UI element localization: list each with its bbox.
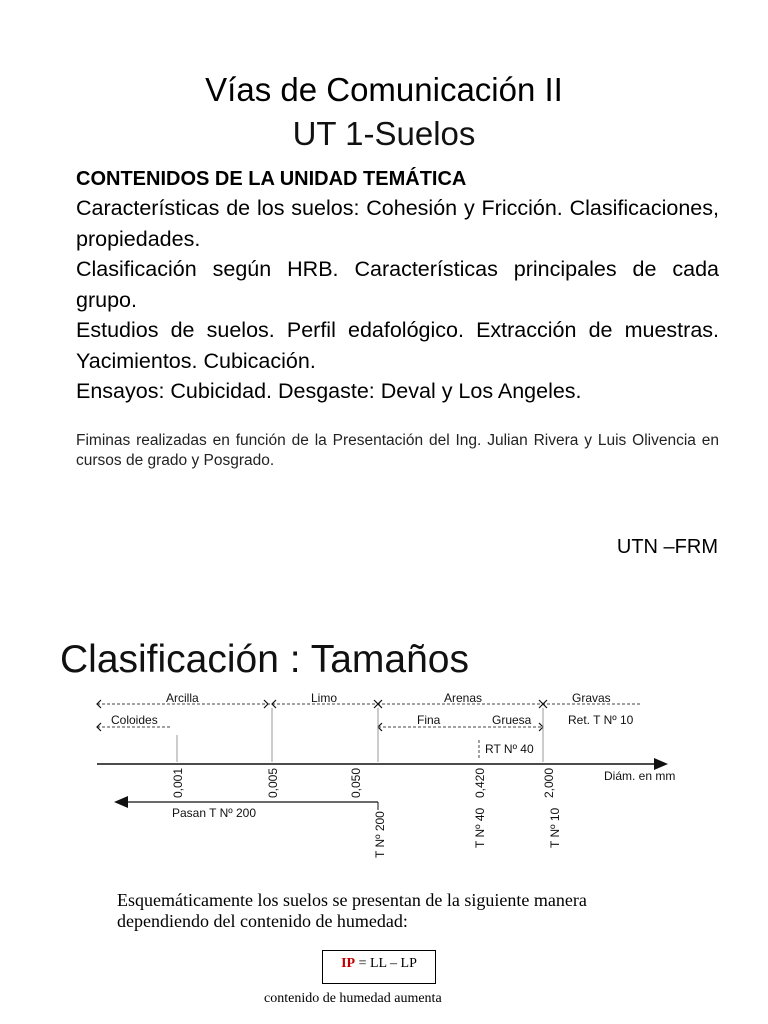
scheme-description: Esquemáticamente los suelos se presentan de la siguiente manera dependiendo del contenido de humedad: (117, 890, 587, 931)
formula-rest: = LL – LP (355, 956, 417, 971)
contents-item: Ensayos: Cubicidad. Desgaste: Deval y Los Angeles. (76, 379, 582, 403)
pasan-arrowhead (114, 796, 128, 808)
sieve-label-t40: T Nº 40 (473, 807, 487, 848)
tick-label-0001: 0,001 (171, 767, 185, 798)
label-rt40: RT Nº 40 (485, 742, 534, 756)
contents-item: Clasificación según HRB. Características principales de cada grupo. (76, 257, 719, 312)
organization-label: UTN –FRM (616, 536, 718, 558)
grain-size-diagram (0, 680, 768, 880)
contents-heading: CONTENIDOS DE LA UNIDAD TEMÁTICA (76, 168, 467, 190)
slide-title: Vías de Comunicación II (205, 71, 563, 108)
axis-label: Diám. en mm (604, 769, 676, 783)
contents-section (76, 165, 719, 407)
label-ret-t10: Ret. T Nº 10 (568, 713, 634, 727)
tick-label-0005: 0,005 (266, 767, 280, 798)
tick-label-0420: 0,420 (473, 767, 487, 798)
label-arenas: Arenas (444, 691, 483, 705)
credits-note: Fiminas realizadas en función de la Presentación del Ing. Julian Rivera y Luis Olivencia en cursos de grado y Posgrado. (76, 432, 719, 469)
label-limo: Limo (311, 691, 338, 705)
slide-subtitle: UT 1-Suelos (292, 115, 476, 152)
tick-label-2000: 2,000 (542, 767, 556, 798)
label-arcilla: Arcilla (166, 691, 199, 705)
label-pasan-t200: Pasan T Nº 200 (172, 806, 256, 820)
formula-ip: IP (341, 956, 356, 971)
label-gruesa: Gruesa (492, 713, 532, 727)
tick-label-0050: 0,050 (349, 767, 363, 798)
contents-item: Características de los suelos: Cohesión y Fricción. Clasificaciones, propiedades. (76, 196, 719, 251)
sieve-label-t10: T Nº 10 (548, 807, 562, 848)
contents-item: Estudios de suelos. Perfil edafológico. Extracción de muestras. Yacimientos. Cubicación. (76, 318, 719, 373)
label-coloides: Coloides (111, 713, 158, 727)
humidity-label: contenido de humedad aumenta (264, 991, 442, 1006)
sieve-label-t200: T Nº 200 (373, 811, 387, 858)
label-fina: Fina (417, 713, 441, 727)
range-lines (97, 704, 640, 760)
label-gravas: Gravas (572, 691, 611, 705)
classification-title: Clasificación : Tamaños (60, 638, 469, 681)
ip-formula-box (322, 950, 436, 984)
